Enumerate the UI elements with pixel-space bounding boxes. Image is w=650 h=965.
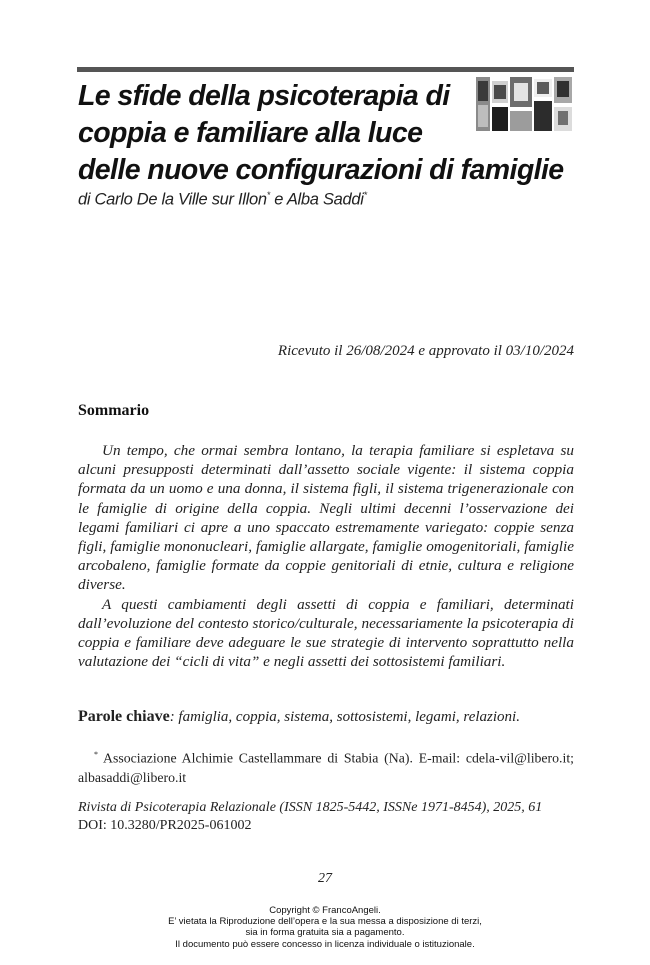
abstract-paragraph: Un tempo, che ormai sembra lontano, la terapia familiare si espletava su alcuni presupposti determinati dall’assetto sociale vigente: il sistema coppia formata da un uomo e una donna, il sistema figli, il sistema trigenerazionale con le famiglie di origine della coppia. Negli ultimi decenni l’osservazione dei legami familiari ci apre a uno spaccato estremamente variegato: coppie senza figli, famiglie mononucleari, famiglie allargate, famiglie omogenitoriali, famiglie arcobaleno, famiglie formate da coppie genitoriali di etnie, cultura e religione diverse.	[78, 442, 574, 594]
title-line: Le sfide della psicoterapia di	[78, 80, 450, 112]
abstract-heading: Sommario	[78, 402, 150, 419]
copyright-line: Copyright © FrancoAngeli.	[269, 905, 381, 916]
affiliation-mark: *	[363, 190, 367, 200]
authors-names: di Carlo De la Ville sur Illon	[78, 190, 267, 209]
affiliation-text: Associazione Alchimie Castellammare di Stabia (Na). E-mail: cdela-vil@libero.it; albasaddi@libero.it	[78, 750, 574, 785]
affiliation-footnote	[78, 745, 574, 787]
doi: DOI: 10.3280/PR2025-061002	[78, 818, 252, 833]
article-authors	[78, 190, 367, 210]
page-number: 27	[318, 871, 332, 886]
journal-cover-thumbnail	[474, 75, 574, 133]
title-line: delle nuove configurazioni di famiglie	[78, 154, 564, 186]
abstract-paragraph: A questi cambiamenti degli assetti di coppia e familiari, determinati dall’evoluzione del contesto storico/culturale, necessariamente la psicoterapia di coppia e familiare deve adeguare le sue strategie di intervento soprattutto nella valutazione dei “cicli di vita” e negli assetti dei sottosistemi familiari.	[78, 595, 574, 671]
title-line: coppia e familiare alla luce	[78, 117, 423, 149]
copyright-line: Il documento può essere concesso in licenza individuale o istituzionale.	[175, 938, 475, 950]
received-date: Ricevuto il 26/08/2024 e approvato il 03/10/2024	[277, 343, 574, 359]
abstract-body	[78, 441, 574, 671]
copyright-notice	[0, 905, 650, 950]
top-rule	[77, 67, 574, 72]
keywords-list: : famiglia, coppia, sistema, sottosistemi, legami, relazioni.	[169, 709, 520, 725]
footnote-mark: *	[94, 750, 98, 759]
journal-citation: Rivista di Psicoterapia Relazionale (ISSN 1825-5442, ISSNe 1971-8454), 2025, 61	[78, 800, 543, 815]
keywords-label: Parole chiave	[78, 708, 170, 725]
copyright-line: E’ vietata la Riproduzione dell’opera e la sua messa a disposizione di terzi,	[168, 916, 482, 928]
copyright-line: sia in forma gratuita sia a pagamento.	[245, 927, 405, 939]
authors-join: e Alba Saddi	[270, 190, 364, 209]
keywords	[78, 708, 520, 726]
affiliation-mark: *	[266, 190, 270, 200]
